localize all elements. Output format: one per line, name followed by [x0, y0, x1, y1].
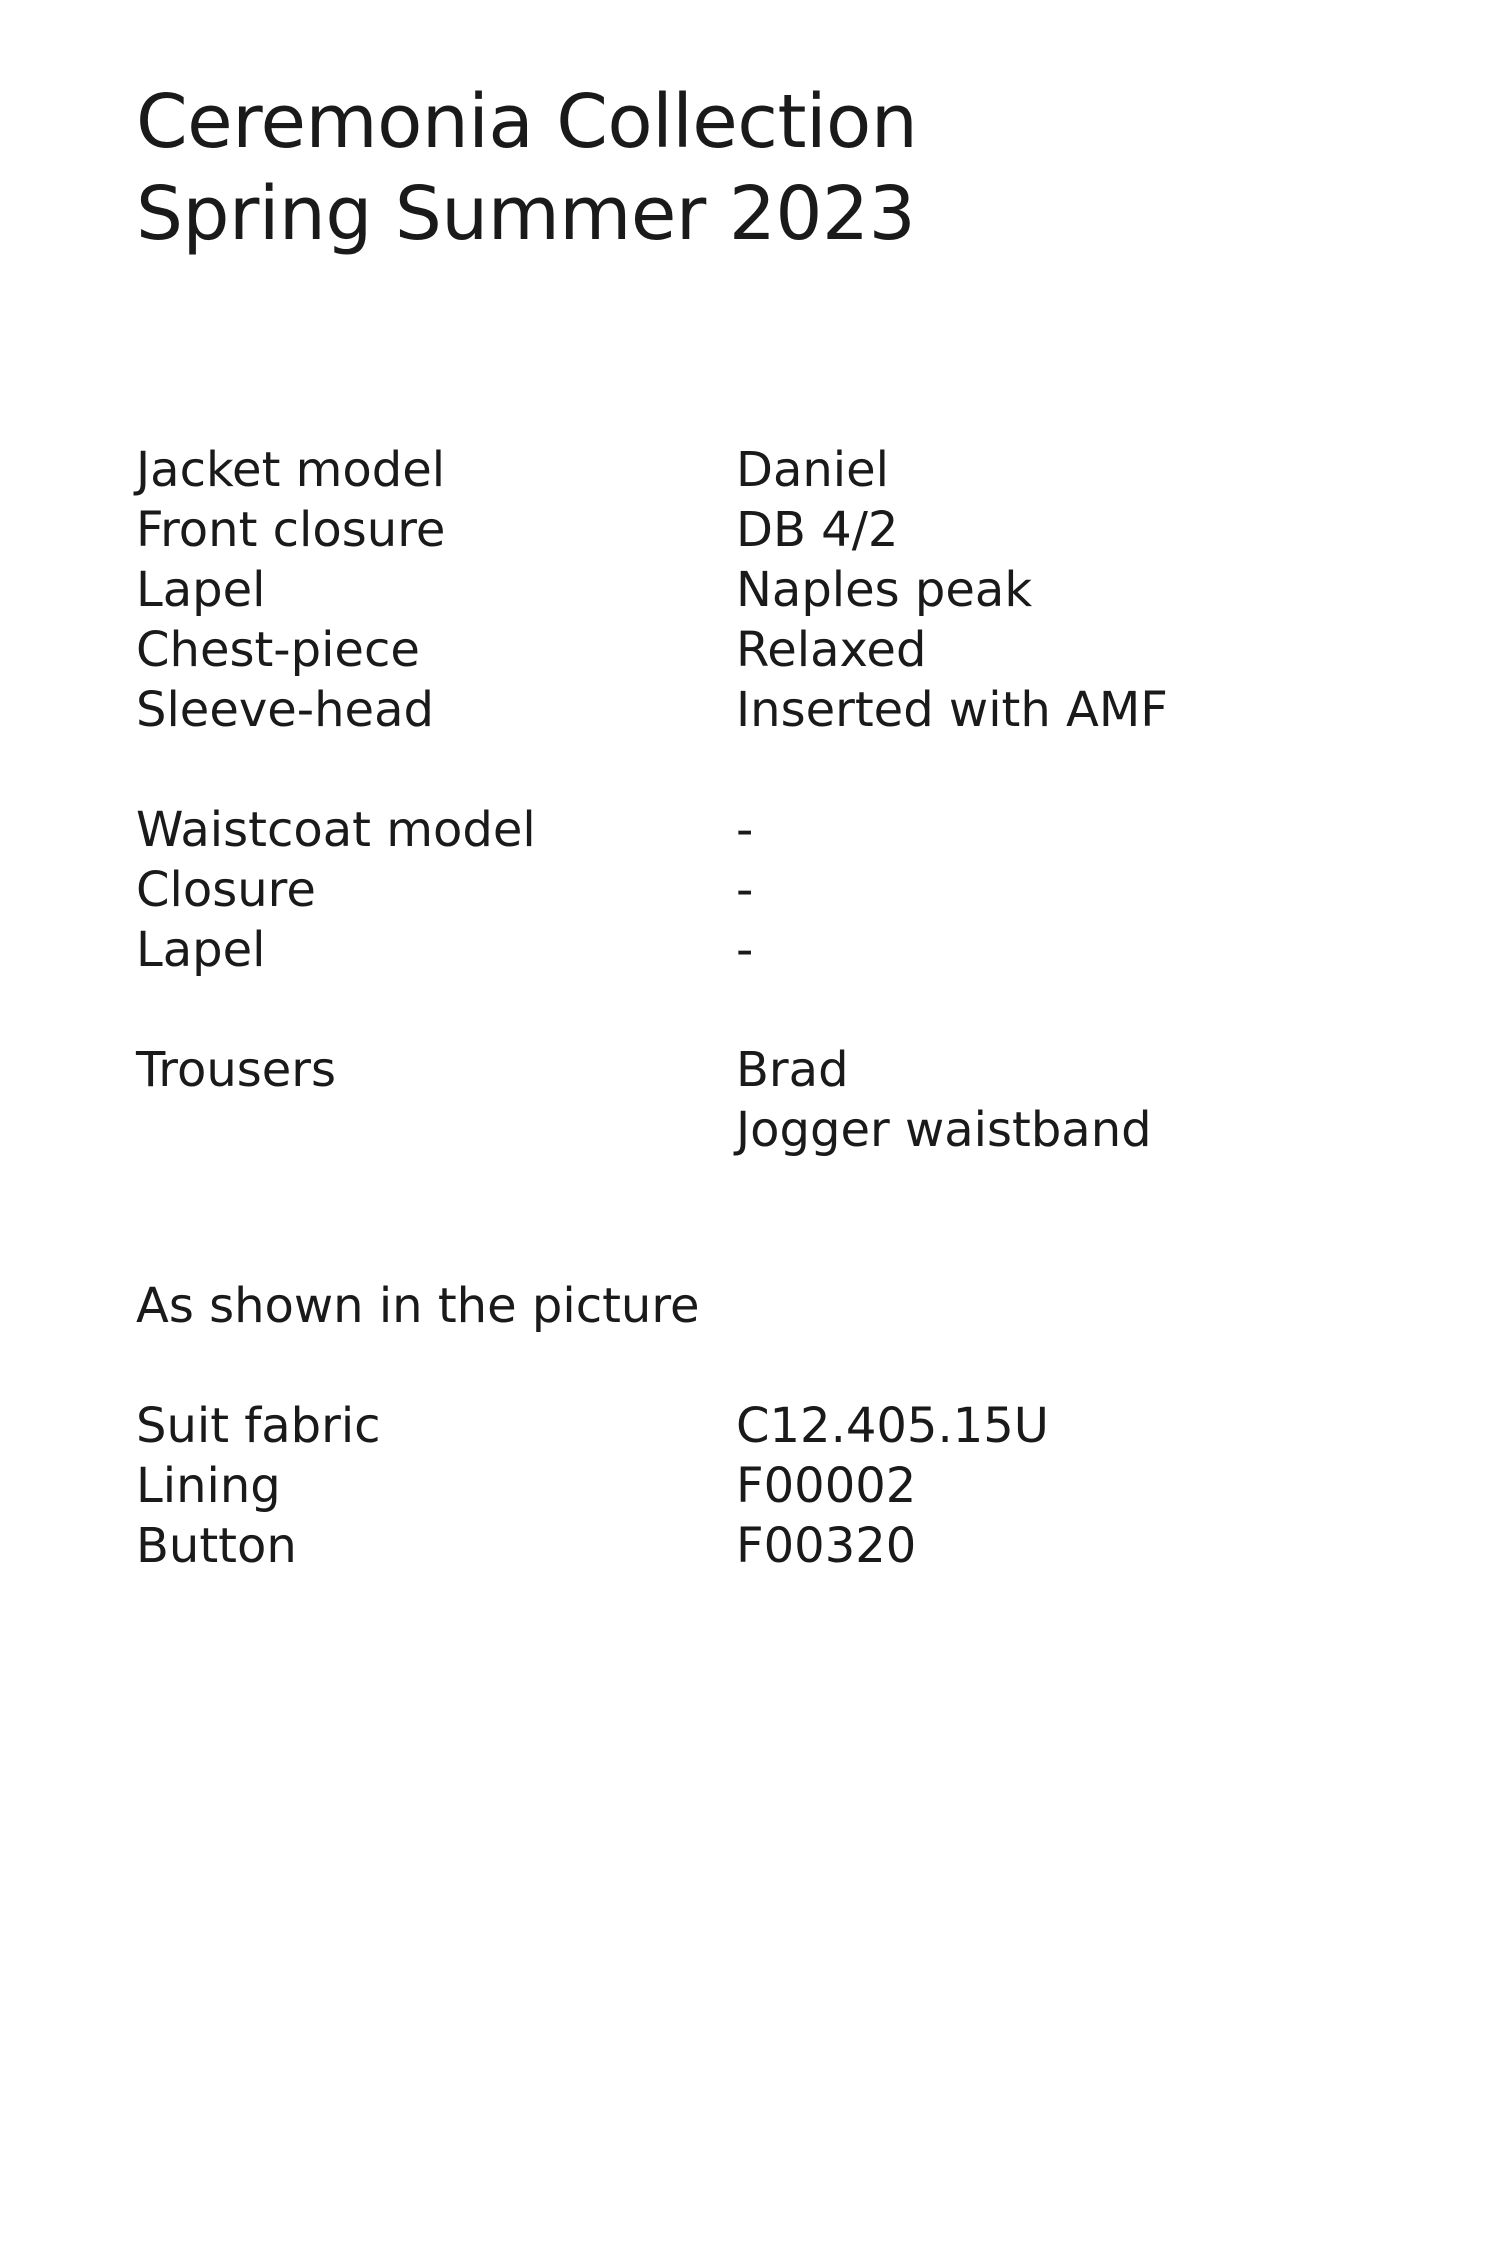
spec-value: Inserted with AMF: [736, 682, 1168, 738]
spec-row-sleeve-head: [136, 680, 1376, 740]
spec-label: Jacket model: [136, 442, 446, 498]
spec-value: -: [736, 922, 754, 978]
spec-label: Trousers: [136, 1042, 337, 1098]
spec-row-waistcoat-lapel: [136, 920, 1376, 980]
spec-label: Lapel: [136, 562, 266, 618]
spec-label: Button: [136, 1518, 297, 1574]
page-title: [136, 76, 917, 260]
spec-row-button: [136, 1516, 1376, 1576]
spec-row-suit-fabric: [136, 1396, 1376, 1456]
trousers-spec-section: [136, 1040, 1376, 1160]
spec-row-chest-piece: [136, 620, 1376, 680]
spec-label: Closure: [136, 862, 316, 918]
spec-row-jacket-model: [136, 440, 1376, 500]
fabric-spec-section: [136, 1396, 1376, 1576]
spec-row-waistcoat-model: [136, 800, 1376, 860]
spec-label: Chest-piece: [136, 622, 420, 678]
spec-value: Relaxed: [736, 622, 927, 678]
spec-value: Naples peak: [736, 562, 1033, 618]
title-season: Spring Summer 2023: [136, 171, 916, 257]
spec-value: F00320: [736, 1518, 917, 1574]
spec-value: F00002: [736, 1458, 917, 1514]
spec-value: Brad: [736, 1042, 849, 1098]
spec-value: DB 4/2: [736, 502, 899, 558]
spec-label-empty: [136, 1100, 736, 1160]
spec-row-front-closure: [136, 500, 1376, 560]
spec-value: -: [736, 862, 754, 918]
spec-label: Lapel: [136, 922, 266, 978]
spec-label: Suit fabric: [136, 1398, 381, 1454]
spec-row-lapel: [136, 560, 1376, 620]
spec-row-lining: [136, 1456, 1376, 1516]
spec-value: Daniel: [736, 442, 889, 498]
jacket-spec-section: [136, 440, 1376, 740]
spec-row-closure: [136, 860, 1376, 920]
spec-label: Front closure: [136, 502, 446, 558]
spec-row-trousers: [136, 1040, 1376, 1100]
spec-value: Jogger waistband: [736, 1102, 1152, 1158]
spec-label: Sleeve-head: [136, 682, 434, 738]
picture-note: As shown in the picture: [136, 1278, 700, 1334]
waistcoat-spec-section: [136, 800, 1376, 980]
spec-label: Lining: [136, 1458, 281, 1514]
spec-label: Waistcoat model: [136, 802, 536, 858]
spec-value: C12.405.15U: [736, 1398, 1049, 1454]
title-collection: Ceremonia Collection: [136, 79, 918, 165]
spec-row-trousers-waistband: [136, 1100, 1376, 1160]
spec-value: -: [736, 802, 754, 858]
